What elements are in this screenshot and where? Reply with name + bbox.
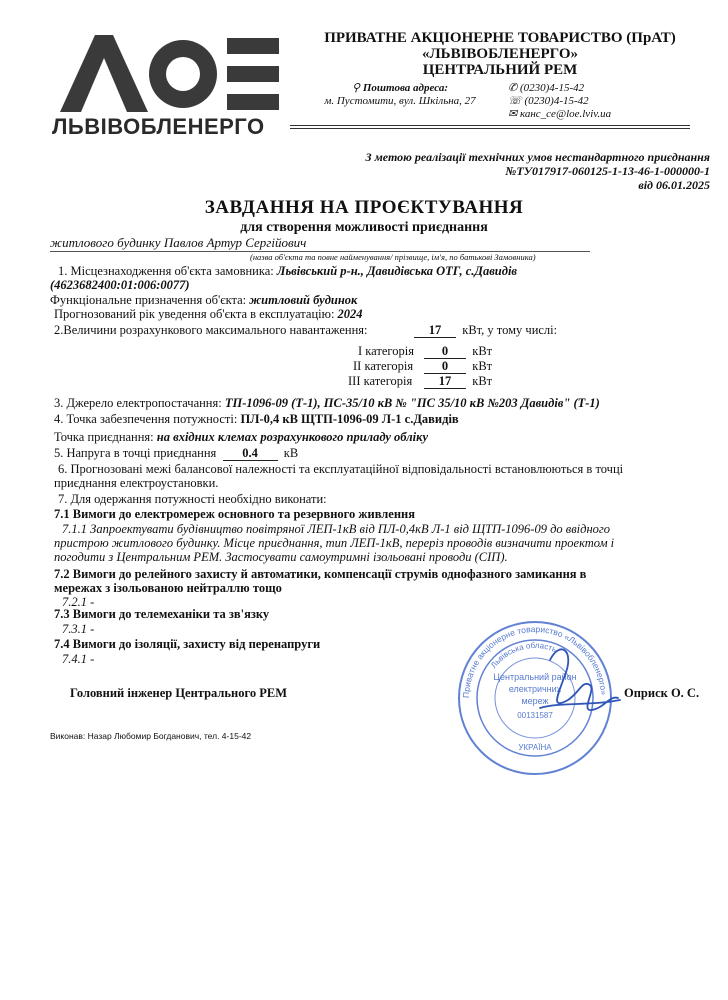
stamp-line5: мереж [521,696,549,706]
contacts: ✆ (0230)4-15-42 ☏ (0230)4-15-42 ✉ канс_ce@loe.lviv.ua [508,82,612,120]
section-7-2-line1: 7.2 Вимоги до релейного захисту й автоматики, компенсації струмів однофазного замикання в [54,567,587,581]
logo-wordmark: ЛЬВІВОБЛЕНЕРГО [52,114,265,139]
location-icon: ⚲ [352,82,361,94]
phone-icon: ✆ [508,82,518,94]
item5: 5. Напруга в точці приєднання 0.4 кВ [54,446,299,460]
stamp-country: УКРАЇНА [518,743,552,752]
stamp-region-text: Львівська область [489,640,558,670]
item2-label: 2.Величини розрахункового максимального навантаження: [54,323,368,337]
item2-value: 17 кВт, у тому числі: [414,323,557,338]
header-line1: ПРИВАТНЕ АКЦІОНЕРНЕ ТОВАРИСТВО (ПрАТ) [324,30,676,46]
signature-role: Головний інженер Центрального РЕМ [70,686,287,700]
executor-note: Виконав: Назар Любомир Богданович, тел. 4-15-42 [50,731,252,741]
stamp-line3: Центральний район [493,672,577,682]
item3: 3. Джерело електропостачання: ТП-1096-09 (Т-1), ПС-35/10 кВ № "ПС 35/10 кВ №203 Давидів" (Т-1) [54,396,600,410]
fax-icon: ☏ [508,95,522,107]
section-7-2-line2: мережах з ізольованою нейтраллю тощо [54,581,282,595]
item6-line1: 6. Прогнозовані межі балансової належності та експлуатаційної відповідальності встановлюються в точці [58,462,624,476]
header-divider [290,125,690,126]
item6-line2: приєднання електроустановки. [54,476,219,490]
header-line2: «ЛЬВІВОБЛЕНЕРГО» [421,46,578,62]
email-icon: ✉ [508,108,518,120]
document-subtitle: для створення можливості приєднання [240,220,488,235]
section-7-1: 7.1 Вимоги до електромереж основного та резервного живлення [54,507,416,521]
item7: 7. Для одержання потужності необхідно виконати: [58,492,327,506]
stamp-line4: електричних [508,684,562,694]
section-7-1-1-line3: погодити з Центральним РЕМ. Застосувати самоутримні ізольовані проводи (СІП). [54,550,508,564]
connection-point: Точка приєднання: на вхідних клемах розрахункового приладу обліку [54,430,429,444]
handwritten-signature [520,640,630,740]
ref-line1: З метою реалізації технічних умов нестандартного приєднання [365,150,710,164]
signature-name: Оприск О. С. [624,686,700,700]
section-7-1-1-line2: пристрою житлового будинку. Місце приєднання, тип ЛЕП-1кВ, переріз проводів визначити проектом і [54,536,615,550]
ref-number: №ТУ017917-060125-1-13-46-1-000000-1 [505,164,710,178]
customer-caption: (назва об'єкта та повне найменування/ прізвище, ім'я, по батькові Замовника) [250,252,536,262]
cat1-row: І категорія 0 кВт [358,344,493,358]
header-line3: ЦЕНТРАЛЬНИЙ РЕМ [422,62,578,78]
section-7-4: 7.4 Вимоги до ізоляції, захисту від перенапруги [54,637,321,651]
section-7-3-1: 7.3.1 - [62,622,95,636]
section-7-4-1: 7.4.1 - [62,652,95,666]
year-row: Прогнозований рік уведення об'єкта в експлуатацію: 2024 [54,307,363,321]
customer-name: житлового будинку Павлов Артур Сергійович [50,235,307,250]
stamp-outer-text: Приватне акціонерне товариство «Львівобленерго» [460,623,609,699]
ref-date: від 06.01.2025 [638,178,710,192]
postal-address: ⚲ Поштова адреса: м. Пустомити, вул. Шкільна, 27 [324,82,476,107]
header-divider-2 [290,128,690,129]
section-7-1-1-line1: 7.1.1 Запроектувати будівництво повітряної ЛЕП-1кВ від ПЛ-0,4кВ Л-1 від ЩТП-1096-09 до ввідного [62,522,611,536]
item1-cadastral: (4623682400:01:006:0077) [50,278,190,292]
section-7-3: 7.3 Вимоги до телемеханіки та зв'язку [54,607,270,621]
item1: 1. Місцезнаходження об'єкта замовника: Львівський р-н., Давидівська ОТГ, с.Давидів [58,264,518,278]
cat2-row: ІІ категорія 0 кВт [353,359,493,373]
document-title: ЗАВДАННЯ НА ПРОЄКТУВАННЯ [204,197,524,218]
function-row: Функціональне призначення об'єкта: житловий будинок [50,293,358,307]
email-link[interactable]: канс_ce@loe.lviv.ua [519,108,612,120]
cat3-row: ІІІ категорія 17 кВт [348,374,493,388]
stamp-code: 00131587 [517,711,553,720]
item4: 4. Точка забезпечення потужності: ПЛ-0,4 кВ ЩТП-1096-09 Л-1 с.Давидів [54,412,459,426]
section-7-2-1: 7.2.1 - [62,595,95,609]
